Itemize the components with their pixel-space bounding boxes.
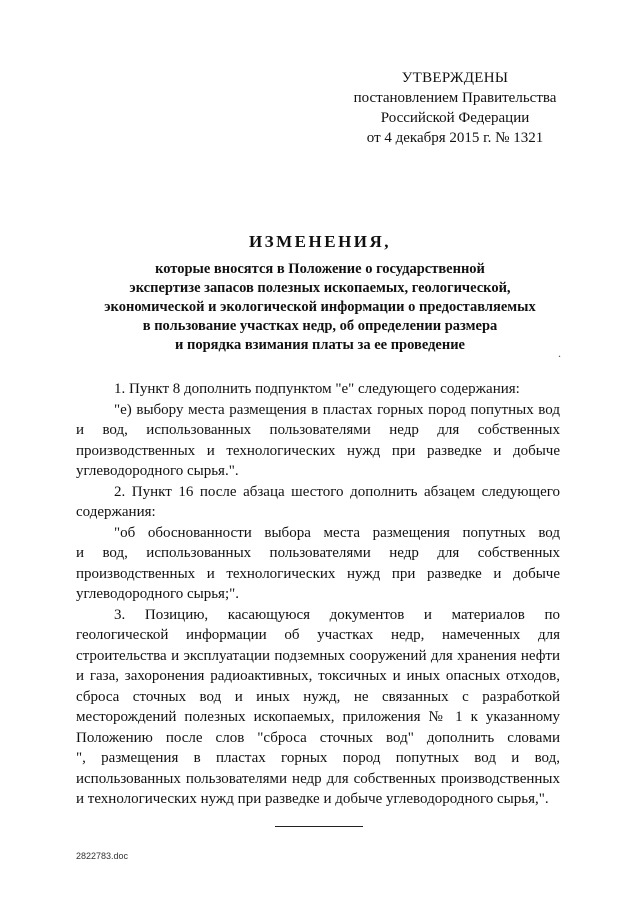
- body-line: и технологических нужд при разведке и добыче углеводородного сырья,".: [76, 791, 549, 807]
- body-line: строительства и эксплуатации подземных сооружений для хранения нефти: [76, 647, 560, 664]
- body-line: и газа, захоронения радиоактивных, токсичных и иных опасных отходов,: [76, 668, 560, 684]
- body-line: производственных и технологических нужд при разведке и добыче: [76, 442, 560, 459]
- body-line: использованных пользователями недр для собственных производственных: [76, 770, 560, 787]
- body-line: сброса сточных вод и иных нужд, не связанных с разработкой: [76, 688, 560, 705]
- body-line: месторождений полезных ископаемых, приложения № 1 к указанному: [76, 709, 560, 725]
- subtitle-line: в пользование участках недр, об определении размера: [142, 318, 498, 334]
- approval-stamp: [330, 68, 580, 148]
- body-line: "е) выбору места размещения в пластах горных пород попутных вод: [114, 401, 560, 418]
- body-line: 1. Пункт 8 дополнить подпунктом "е" следующего содержания:: [114, 381, 520, 397]
- subtitle-line: и порядка взимания платы за ее проведение: [175, 337, 465, 353]
- body-line: 2. Пункт 16 после абзаца шестого дополнить абзацем следующего: [114, 483, 560, 500]
- file-code: 2822783.doc: [76, 851, 129, 861]
- body-line: 3. Позицию, касающуюся документов и материалов по: [114, 606, 560, 623]
- approval-line-3: от 4 декабря 2015 г. № 1321: [366, 130, 544, 146]
- scan-mark: .: [558, 346, 561, 360]
- body-line: ", размещения в пластах горных пород попутных вод и вод,: [76, 750, 560, 766]
- document-title: ИЗМЕНЕНИЯ,: [248, 232, 392, 251]
- body-line: содержания:: [76, 504, 156, 520]
- body-line: Положению после слов "сброса сточных вод" дополнить словами: [76, 729, 560, 746]
- end-separator-line: [275, 826, 363, 827]
- approval-heading: УТВЕРЖДЕНЫ: [401, 70, 509, 86]
- body-line: геологической информации об участках недр, намеченных для: [76, 627, 560, 643]
- approval-line-2: Российской Федерации: [380, 110, 530, 126]
- subtitle-line: экспертизе запасов полезных ископаемых, геологической,: [129, 280, 511, 296]
- approval-line-1: постановлением Правительства: [353, 90, 557, 106]
- body-line: и вод, использованных пользователями недр для собственных: [76, 545, 560, 561]
- document-body: [76, 379, 560, 810]
- body-line: углеводородного сырья;".: [76, 586, 239, 602]
- subtitle-line: которые вносятся в Положение о государственной: [155, 261, 485, 277]
- body-line: "об обоснованности выбора места размещения попутных вод: [114, 524, 560, 541]
- document-subtitle: [60, 260, 580, 355]
- body-line: производственных и технологических нужд при разведке и добыче: [76, 565, 560, 582]
- body-line: углеводородного сырья.".: [76, 463, 239, 479]
- subtitle-line: экономической и экологической информации о предоставляемых: [104, 299, 536, 315]
- body-line: и вод, использованных пользователями недр для собственных: [76, 422, 560, 438]
